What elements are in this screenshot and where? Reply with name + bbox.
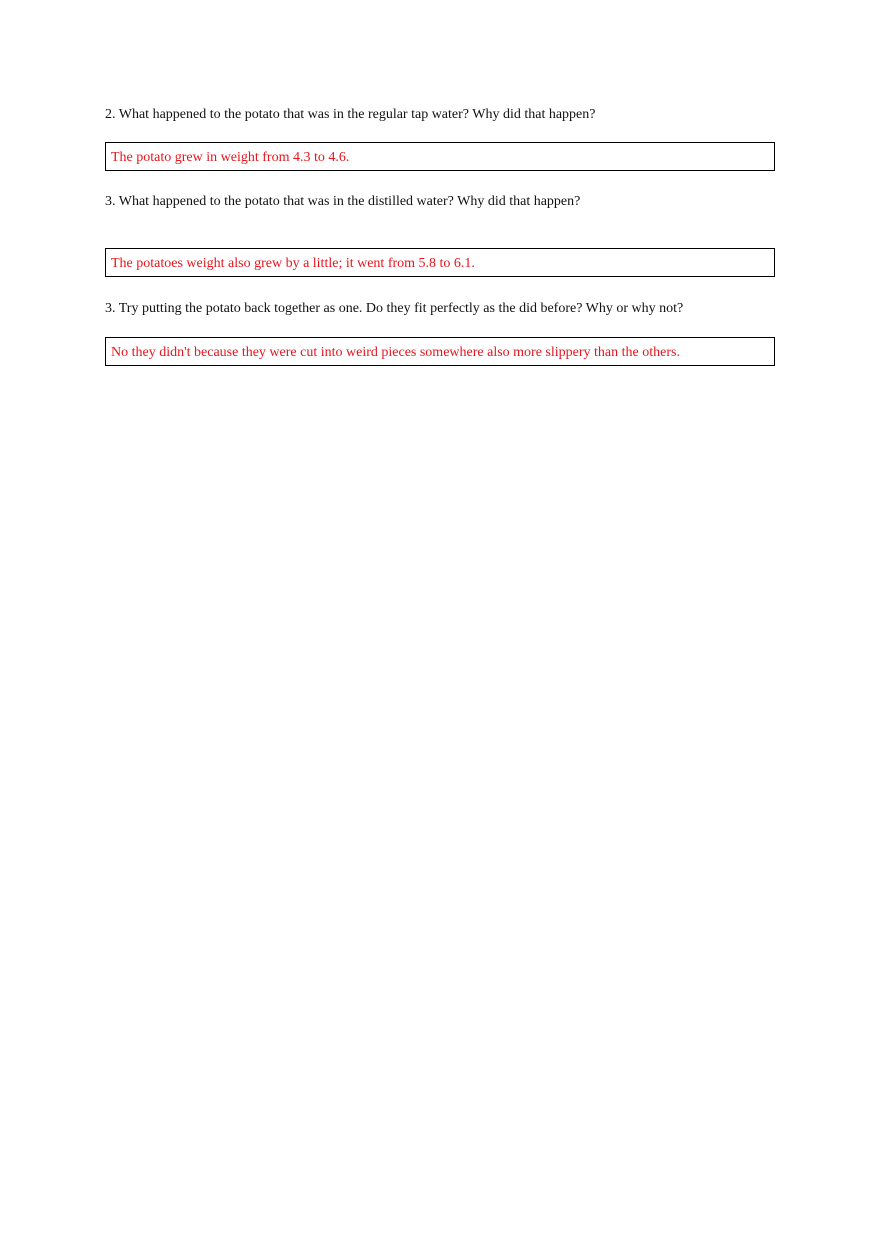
answer-box-3b[interactable]	[105, 337, 775, 366]
answer-3-text: The potatoes weight also grew by a little; it went from 5.8 to 6.1.	[111, 256, 475, 271]
question-3b-text: 3. Try putting the potato back together as one. Do they fit perfectly as the did before? Why or why not?	[105, 301, 684, 316]
question-2-text: 2. What happened to the potato that was in the regular tap water? Why did that happen?	[105, 107, 596, 122]
answer-2-text: The potato grew in weight from 4.3 to 4.6.	[111, 150, 350, 165]
question-3-text: 3. What happened to the potato that was in the distilled water? Why did that happen?	[105, 194, 581, 209]
answer-box-3[interactable]	[105, 248, 775, 277]
answer-box-2[interactable]	[105, 142, 775, 171]
answer-3b-text: No they didn't because they were cut into weird pieces somewhere also more slippery than the others.	[111, 345, 680, 360]
